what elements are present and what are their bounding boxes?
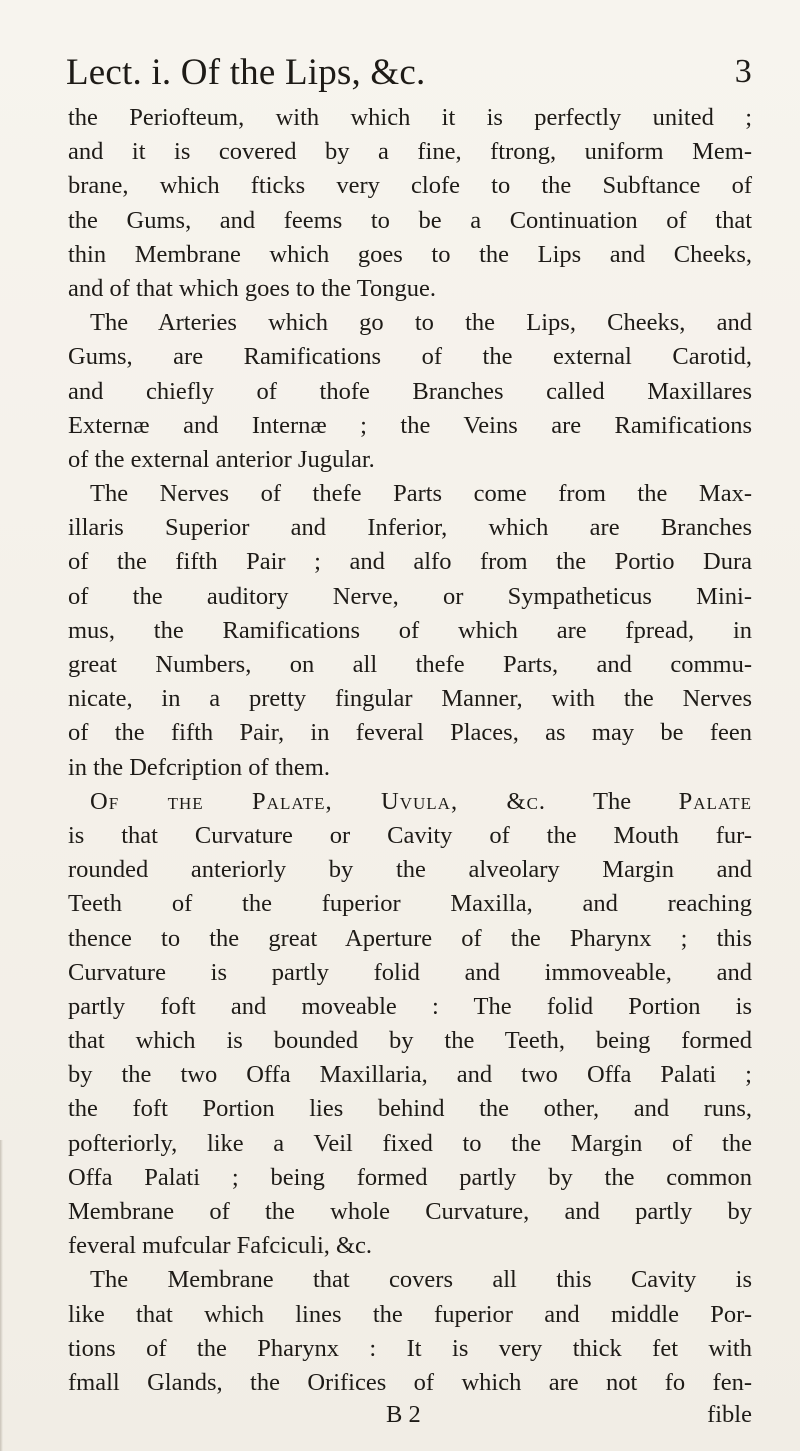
page-footer xyxy=(68,1401,752,1435)
text-line: Membrane of the whole Curvature, and partly by xyxy=(68,1198,752,1225)
text-line: great Numbers, on all thefe Parts, and commu- xyxy=(68,651,752,678)
text-line: thin Membrane which goes to the Lips and Cheeks, xyxy=(68,240,752,268)
text-line: mus, the Ramifications of which are fpread, in xyxy=(68,616,752,644)
text-line: feveral mufcular Fafciculi, &c. xyxy=(68,1232,373,1260)
text-line: fmall Glands, the Orifices of which are not fo fen- xyxy=(68,1368,752,1396)
text-line: of the external anterior Jugular. xyxy=(68,445,375,473)
text-line: Gums, are Ramifications of the external Carotid, xyxy=(68,343,752,371)
text-line: the Gums, and feems to be a Continuation of that xyxy=(68,206,752,234)
text-line: Externæ and Internæ ; the Veins are Ramifications xyxy=(68,411,752,439)
text-line: like that which lines the fuperior and middle Por- xyxy=(68,1300,752,1328)
text-line: of the fifth Pair ; and alfo from the Portio Dura xyxy=(68,548,752,576)
signature-mark: B 2 xyxy=(386,1401,421,1428)
text-line: tions of the Pharynx : It is very thick fet with xyxy=(68,1334,752,1362)
section-heading: Of the Palate, Uvula, &c. xyxy=(90,787,547,815)
text-line: The Arteries which go to the Lips, Cheeks, and xyxy=(90,309,752,337)
text-line: rounded anteriorly by the alveolary Margin and xyxy=(68,856,752,884)
text-line: thence to the great Aperture of the Pharynx ; this xyxy=(68,924,752,952)
text-line: partly foft and moveable : The folid Portion is xyxy=(68,992,752,1020)
text-line: the Periofteum, with which it is perfectly united ; xyxy=(68,104,752,131)
page-edge-shadow xyxy=(0,1140,3,1451)
text-line: illaris Superior and Inferior, which are Branches xyxy=(68,514,752,542)
page-number: 3 xyxy=(734,53,752,90)
running-title: Lect. i. Of the Lips, &c. xyxy=(66,51,426,93)
text-line: of the auditory Nerve, or Sympatheticus Mini- xyxy=(68,582,752,610)
body-text xyxy=(68,101,752,1400)
text-line: of the fifth Pair, in feveral Places, as may be feen xyxy=(68,719,752,747)
heading-tail: The xyxy=(593,787,632,815)
text-line: by the two Offa Maxillaria, and two Offa Palati ; xyxy=(68,1061,752,1089)
running-header xyxy=(66,42,756,102)
text-line: in the Defcription of them. xyxy=(68,753,330,781)
text-line: Curvature is partly folid and immoveable, and xyxy=(68,958,752,986)
heading-term: Palate xyxy=(678,787,753,815)
text-line: The Nerves of thefe Parts come from the Max- xyxy=(90,480,752,508)
text-line: Offa Palati ; being formed partly by the common xyxy=(68,1163,752,1191)
text-line: that which is bounded by the Teeth, being formed xyxy=(68,1027,752,1055)
catchword: fible xyxy=(707,1401,752,1428)
text-line: Teeth of the fuperior Maxilla, and reaching xyxy=(68,890,752,918)
text-line: is that Curvature or Cavity of the Mouth fur- xyxy=(68,821,752,849)
text-line: and it is covered by a fine, ftrong, uniform Mem- xyxy=(68,138,752,166)
text-line: and chiefly of thofe Branches called Maxillares xyxy=(68,377,752,405)
section-heading-line xyxy=(68,785,752,819)
text-line: the foft Portion lies behind the other, and runs, xyxy=(68,1095,752,1123)
text-line: nicate, in a pretty fingular Manner, with the Nerves xyxy=(68,685,752,713)
text-line: The Membrane that covers all this Cavity is xyxy=(90,1266,752,1294)
text-line: and of that which goes to the Tongue. xyxy=(68,274,436,302)
text-line: brane, which fticks very clofe to the Subftance of xyxy=(68,172,752,200)
text-line: pofteriorly, like a Veil fixed to the Margin of the xyxy=(68,1129,752,1157)
